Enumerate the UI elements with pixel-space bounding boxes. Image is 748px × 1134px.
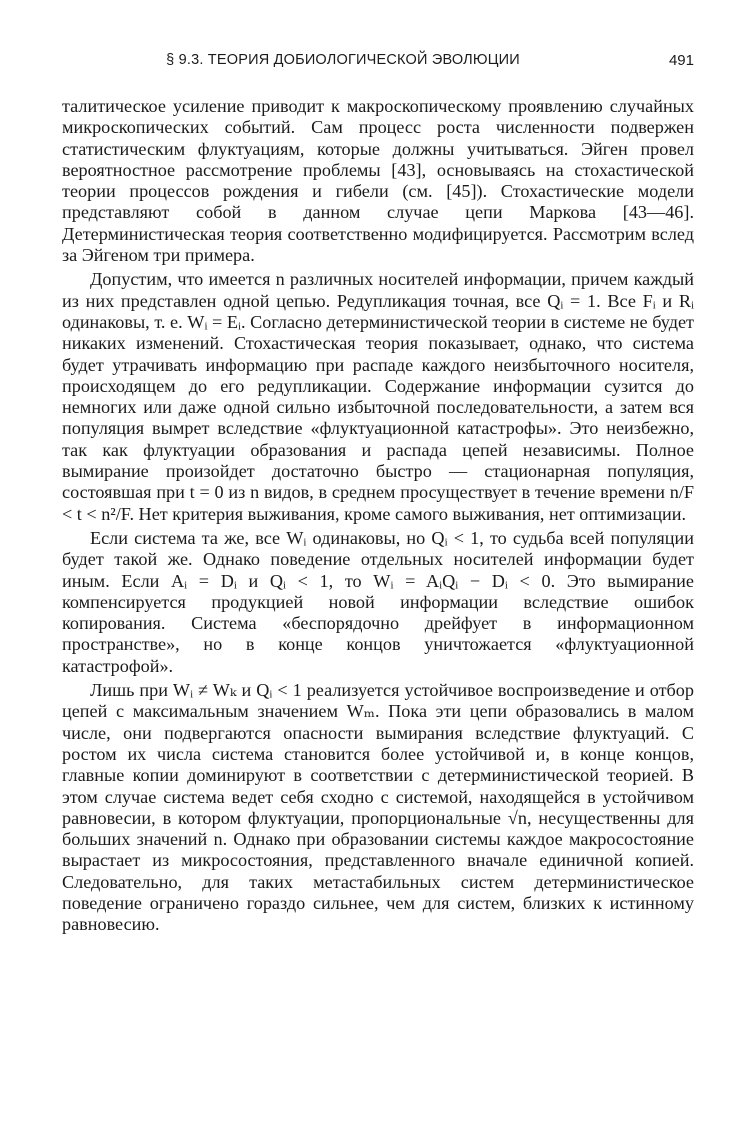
page-header bbox=[62, 52, 694, 76]
paragraph-4: Лишь при Wᵢ ≠ Wₖ и Qᵢ < 1 реализуется устойчивое воспроизведение и отбор цепей с максимальным значением Wₘ. Пока эти цепи образовались в малом числе, они подвергаются опасности вымирания вследствие флуктуаций. С ростом их числа система становится более устойчивой и, в конце концов, главные копии доминируют в соответствии с детерминистической теорией. В этом случае система ведет себя сходно с системой, находящейся в устойчивом равновесии, в котором флуктуации, пропорциональные √n, несущественны для больших значений n. Однако при образовании системы каждое макросостояние вырастает из микросостояния, представленного вначале единичной копией. Следовательно, для таких метастабильных систем детерминистическое поведение ограничено гораздо сильнее, чем для систем, близких к истинному равновесию. bbox=[62, 680, 694, 935]
page-number: 491 bbox=[668, 52, 694, 69]
body-text bbox=[62, 96, 694, 936]
paragraph-2: Допустим, что имеется n различных носителей информации, причем каждый из них представлен одной цепью. Редупликация точная, все Qᵢ = 1. Все Fᵢ и Rᵢ одинаковы, т. е. Wᵢ = Eᵢ. Согласно детерминистической теории в системе не будет никаких изменений. Стохастическая теория показывает, однако, что система будет утрачивать информацию при распаде каждого неизбыточного носителя, происходящем до его редупликации. Содержание информации сузится до немногих или даже одной сильно избыточной последовательности, а затем вся популяция вымрет вследствие «флуктуационной катастрофы». Это неизбежно, так как флуктуации образования и распада цепей независимы. Полное вымирание произойдет достаточно быстро — стационарная популяция, состоявшая при t = 0 из n видов, в среднем просуществует в течение времени n/F < t < n²/F. Нет критерия выживания, кроме самого выживания, нет оптимизации. bbox=[62, 269, 694, 524]
book-page bbox=[62, 52, 694, 936]
paragraph-3: Если система та же, все Wᵢ одинаковы, но Qᵢ < 1, то судьба всей популяции будет такой же. Однако поведение отдельных носителей информации будет иным. Если Aᵢ = Dᵢ и Qᵢ < 1, то Wᵢ = AᵢQᵢ − Dᵢ < 0. Это вымирание компенсируется продукцией новой информации вследствие ошибок копирования. Система «беспорядочно дрейфует в информационном пространстве», но в конце концов уничтожается «флуктуационной катастрофой». bbox=[62, 527, 694, 676]
paragraph-1: талитическое усиление приводит к макроскопическому проявлению случайных микроскопических событий. Сам процесс роста численности подвержен статистическим флуктуациям, которые должны учитываться. Эйген провел вероятностное рассмотрение проблемы [43], основываясь на стохастической теории процессов рождения и гибели (см. [45]). Стохастические модели представляют собой в данном случае цепи Маркова [43—46]. Детерминистическая теория соответственно модифицируется. Рассмотрим вслед за Эйгеном три примера. bbox=[62, 96, 694, 266]
running-title: § 9.3. ТЕОРИЯ ДОБИОЛОГИЧЕСКОЙ ЭВОЛЮЦИИ bbox=[166, 52, 520, 68]
